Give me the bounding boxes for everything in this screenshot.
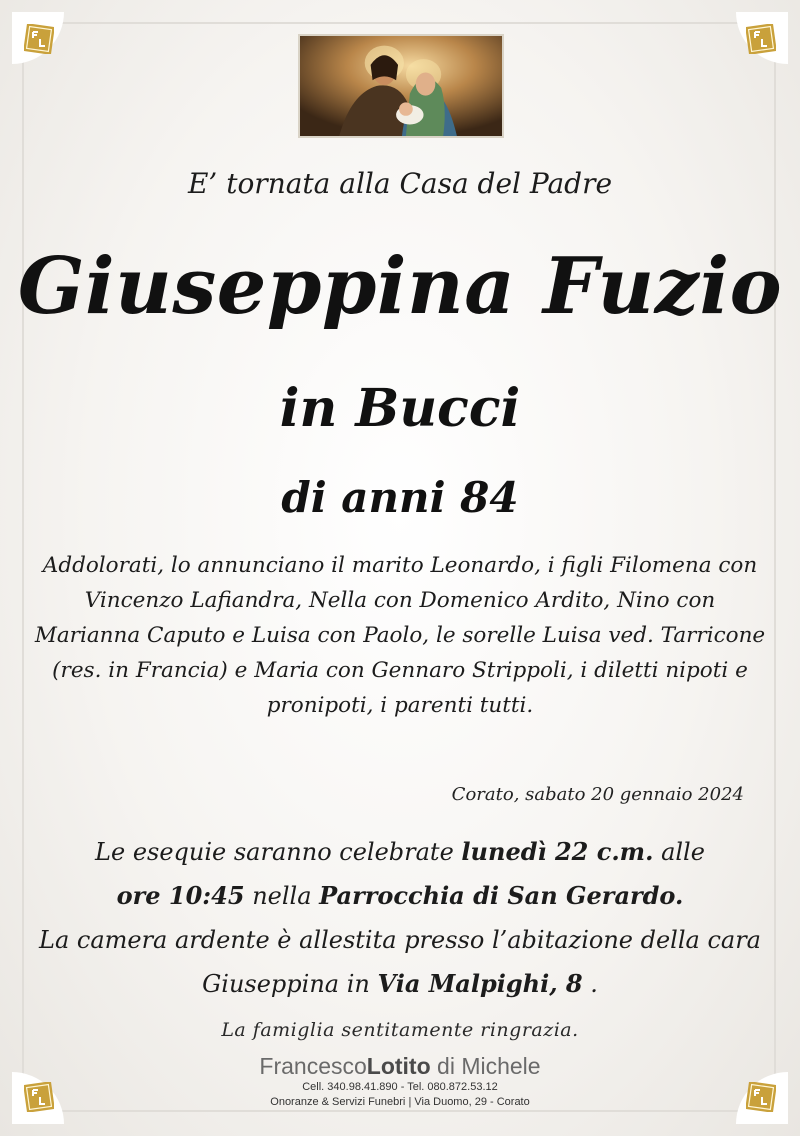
funeral-text-2: alle xyxy=(653,838,705,866)
funeral-text-5: Giuseppina in xyxy=(202,970,378,998)
funeral-text-1: Le esequie saranno celebrate xyxy=(95,838,462,866)
corner-ornament-top-left xyxy=(12,12,64,64)
age-line: di anni 84 xyxy=(281,473,519,522)
funeral-text-6: . xyxy=(582,970,598,998)
funeral-church: Parrocchia di San Gerardo. xyxy=(319,881,684,910)
funeral-address: Via Malpighi, 8 xyxy=(377,969,583,998)
agency-name-first: Francesco xyxy=(259,1053,367,1079)
announcement-text: Addolorati, lo annunciano il marito Leonardo, i figli Filomena con Vincenzo Lafiandra, Nella con Domenico Ardito, Nino con Marianna Caputo e Luisa con Paolo, le sorelle Luisa ved. Tarricone (res. in Francia) e Maria con Gennaro Strippoli, i diletti nipoti e pronipoti, i parenti tutti. xyxy=(34,553,766,718)
place-date: Corato, sabato 20 gennaio 2024 xyxy=(451,784,744,805)
intro-line: E’ tornata alla Casa del Padre xyxy=(187,167,613,200)
deceased-name: Giuseppina Fuzio xyxy=(17,241,783,332)
agency-services: Onoranze & Servizi Funebri xyxy=(270,1096,406,1108)
fl-logo-icon xyxy=(746,24,776,54)
holy-family-image xyxy=(298,34,504,138)
funeral-time: ore 10:45 xyxy=(116,881,245,910)
funeral-day: lunedì 22 c.m. xyxy=(461,837,654,866)
agency-address: Via Duomo, 29 - Corato xyxy=(414,1096,530,1108)
agency-name-surname: Lotito xyxy=(366,1053,431,1079)
funeral-details xyxy=(28,830,772,1006)
agency-name xyxy=(0,1052,800,1080)
agency-name-suffix: di Michele xyxy=(430,1053,541,1079)
married-name: in Bucci xyxy=(279,378,521,439)
agency-phones: Cell. 340.98.41.890 - Tel. 080.872.53.12 xyxy=(302,1081,498,1093)
fl-logo-icon xyxy=(24,24,54,54)
family-thanks: La famiglia sentitamente ringrazia. xyxy=(221,1019,579,1041)
corner-ornament-top-right xyxy=(736,12,788,64)
funeral-text-3: nella xyxy=(244,882,320,910)
funeral-text-4: La camera ardente è allestita presso l’abitazione della cara xyxy=(39,926,761,954)
agency-address-line: Onoranze & Servizi Funebri | Via Duomo, 29 - Corato xyxy=(270,1096,530,1108)
